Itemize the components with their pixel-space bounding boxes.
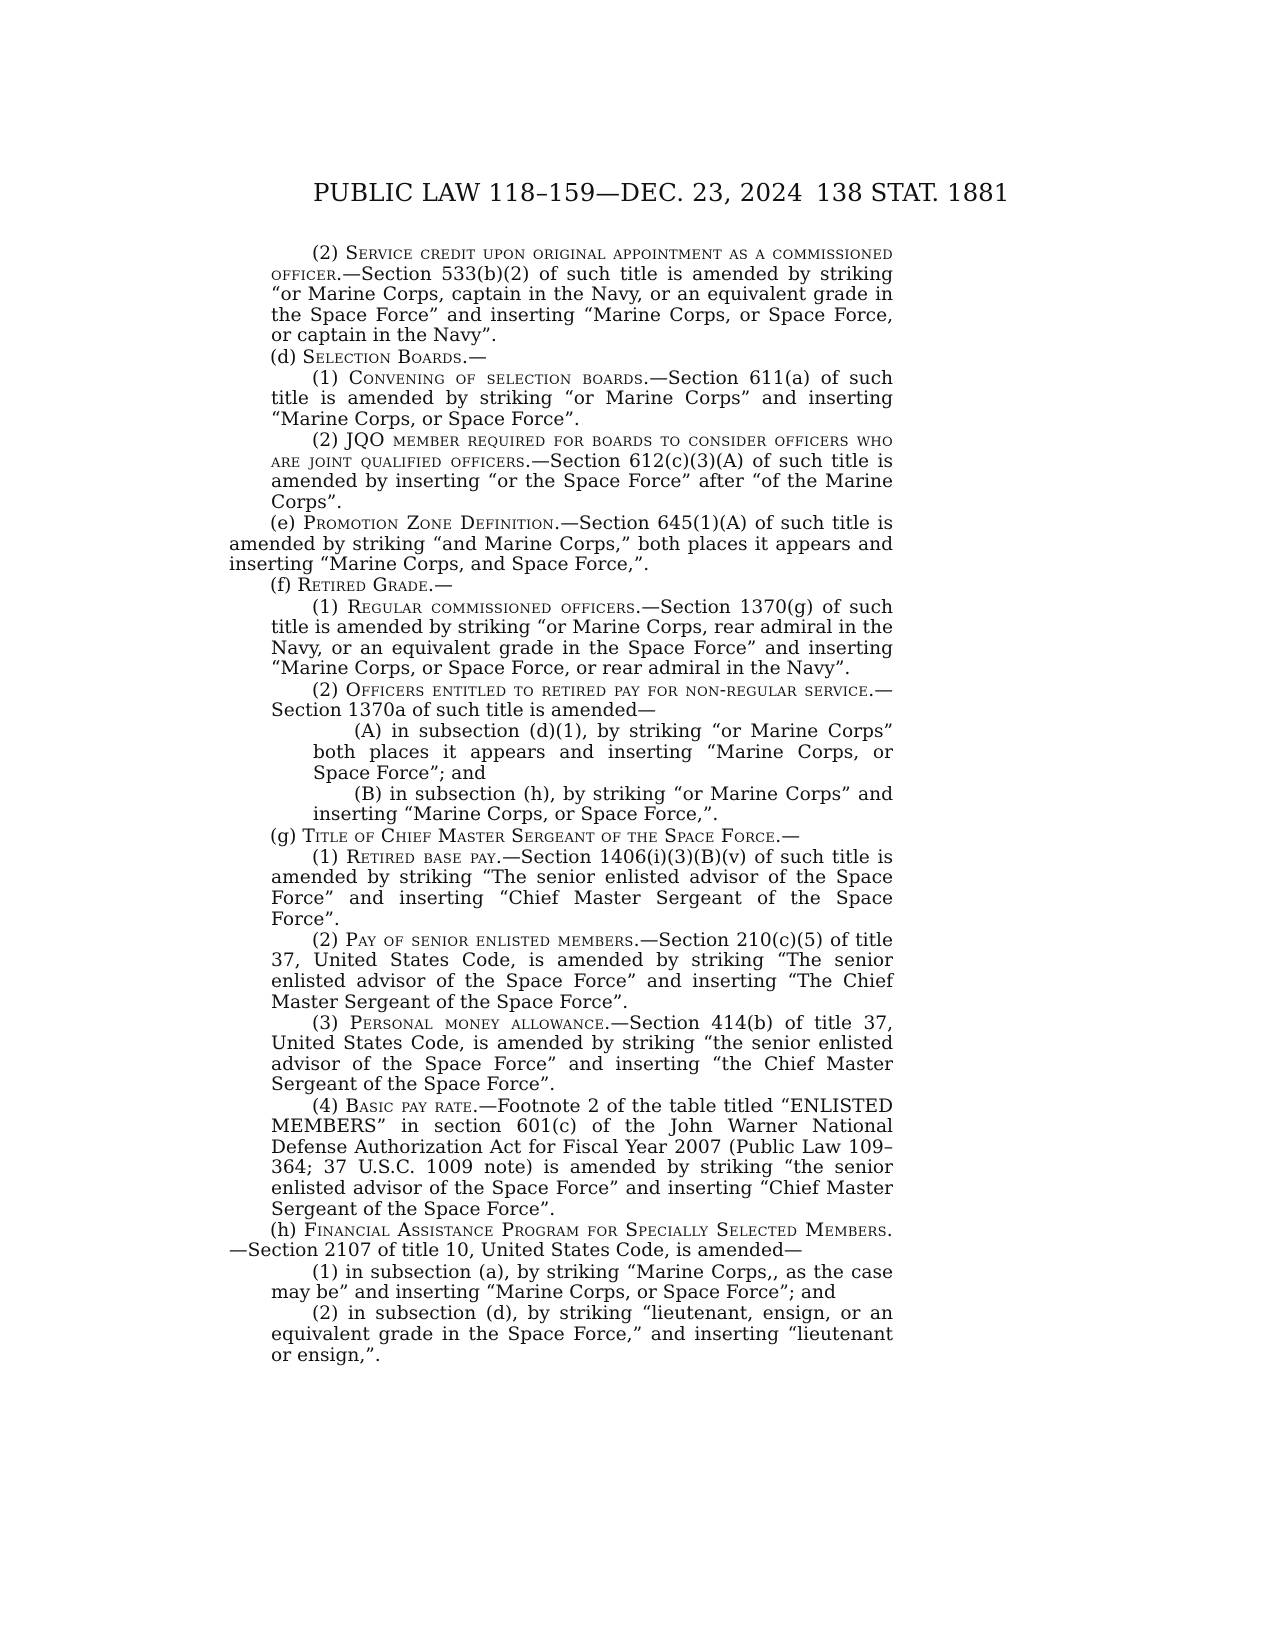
caption: JQO member required for boards to consider officers who are joint qualified officers.: [271, 430, 894, 472]
paragraph-h1: (1) in subsection (a), by striking “Marine Corps,, as the case may be” and inserting “Marine Corps, or Space Force”; and: [271, 1261, 893, 1304]
subsection-d: (d) Selection Boards.—: [270, 346, 487, 368]
caption: Service credit upon original appointment as a commissioned officer.: [271, 243, 893, 285]
caption: Convening of selection boards.: [348, 367, 650, 389]
subsection-h: (h) Financial Assistance Program for Specially Selected Members.—Section 2107 of title 10, United States Code, is amended—: [229, 1219, 893, 1262]
paragraph-f1: (1) Regular commissioned officers.—Section 1370(g) of such title is amended by striking “or Marine Corps, rear admiral in the Navy, or an equivalent grade in the Space Force” and inserting “Marine Corps, or Space Force, or rear admiral in the Navy”.: [271, 596, 894, 680]
paragraph-h2: (2) in subsection (d), by striking “lieutenant, ensign, or an equivalent grade in the Space Force,” and inserting “lieutenant or ensign,”.: [271, 1303, 893, 1366]
paragraph-g3: (3) Personal money allowance.—Section 414(b) of title 37, United States Code, is amended by striking “the senior enlisted advisor of the Space Force” and inserting “the Chief Master Sergeant of the Space Force”.: [271, 1012, 894, 1096]
paragraph-d1: (1) Convening of selection boards.—Section 611(a) of such title is amended by striking “or Marine Corps” and inserting “Marine Corps, or Space Force”.: [271, 367, 893, 430]
caption: Basic pay rate.: [345, 1095, 479, 1117]
caption: Title of Chief Master Sergeant of the Space Force.: [302, 825, 782, 847]
paragraph-c2: (2) Service credit upon original appointment as a commissioned officer.—Section 533(b)(2) of such title is amended by striking “or Marine Corps, captain in the Navy, or an equivalent grade in the Space Force” and inserting “Marine Corps, or Space Force, or captain in the Navy”.: [271, 243, 893, 347]
caption: Retired base pay.: [346, 846, 503, 868]
caption: Promotion Zone Definition.: [303, 513, 561, 535]
statute-citation: 138 STAT. 1881: [816, 178, 1010, 207]
subsection-f: (f) Retired Grade.—: [270, 575, 453, 597]
paragraph-g2: (2) Pay of senior enlisted members.—Section 210(c)(5) of title 37, United States Code, is amended by striking “The senior enlisted advisor of the Space Force” and inserting “The Chief Master Sergeant of the Space Force”.: [271, 929, 893, 1013]
caption: Pay of senior enlisted members.: [345, 929, 640, 951]
paragraph-d2: (2) JQO member required for boards to consider officers who are joint qualified officers.—Section 612(c)(3)(A) of such title is amended by inserting “or the Space Force” after “of the Marine Corps”.: [271, 430, 894, 513]
paragraph-f2: (2) Officers entitled to retired pay for non-regular service.—Section 1370a of such title is amended—: [271, 679, 893, 722]
subsection-g: (g) Title of Chief Master Sergeant of the Space Force.—: [270, 825, 801, 847]
caption: Personal money allowance.: [349, 1012, 611, 1034]
caption: Financial Assistance Program for Specially Selected Members.: [303, 1219, 893, 1241]
caption: Retired Grade.: [297, 575, 435, 597]
subparagraph-f2b: (B) in subsection (h), by striking “or Marine Corps” and inserting “Marine Corps, or Space Force,”.: [313, 783, 893, 826]
caption: Selection Boards.: [302, 346, 469, 368]
paragraph-g4: (4) Basic pay rate.—Footnote 2 of the table titled “ENLISTED MEMBERS” in section 601(c) of the John Warner National Defense Authorization Act for Fiscal Year 2007 (Public Law 109–364; 37 U.S.C. 1009 note) is amended by striking “the senior enlisted advisor of the Space Force” and inserting “Chief Master Sergeant of the Space Force”.: [271, 1095, 893, 1220]
page-header: [0, 178, 1275, 218]
document-body: [229, 244, 893, 1367]
subsection-e: (e) Promotion Zone Definition.—Section 645(1)(A) of such title is amended by striking “and Marine Corps,” both places it appears and inserting “Marine Corps, and Space Force,”.: [229, 513, 893, 576]
caption: Officers entitled to retired pay for non-regular service.: [345, 679, 875, 701]
caption: Regular commissioned officers.: [347, 596, 642, 618]
running-head: PUBLIC LAW 118–159—DEC. 23, 2024: [313, 178, 803, 207]
paragraph-g1: (1) Retired base pay.—Section 1406(i)(3)(B)(v) of such title is amended by striking “The senior enlisted advisor of the Space Force” and inserting “Chief Master Sergeant of the Space Force”.: [271, 846, 894, 930]
subparagraph-f2a: (A) in subsection (d)(1), by striking “or Marine Corps” both places it appears and inserting “Marine Corps, or Space Force”; and: [313, 721, 893, 784]
